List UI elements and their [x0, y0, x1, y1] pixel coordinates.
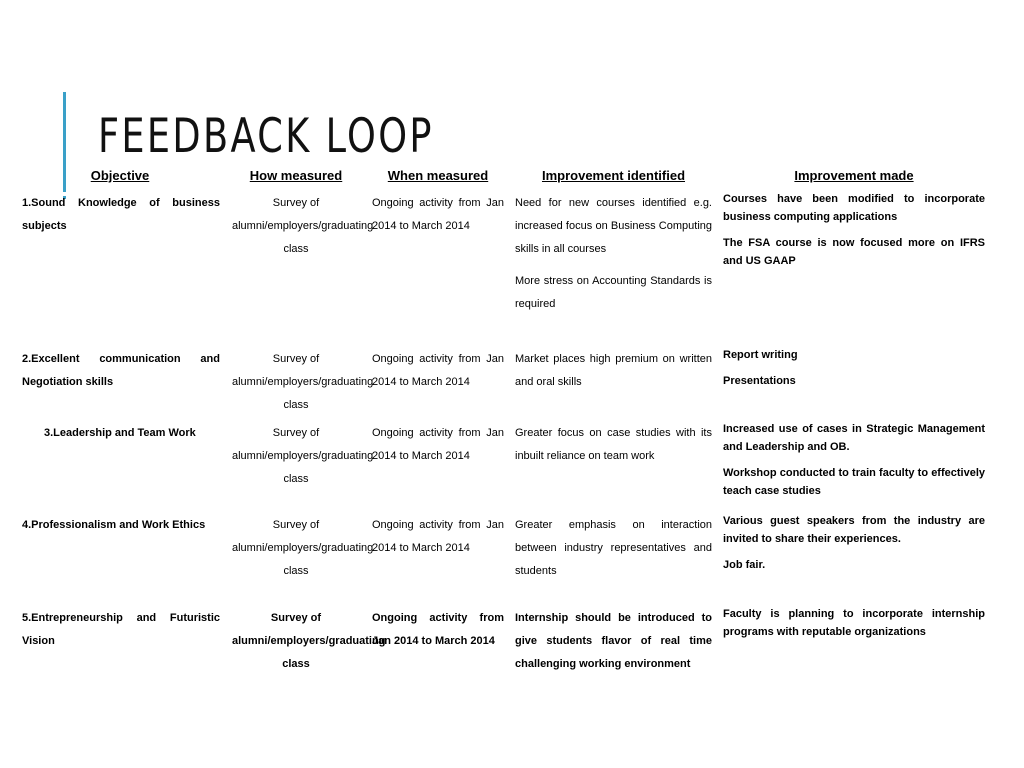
row2-made-1: Report writing — [723, 349, 798, 361]
row4-made-2: Job fair. — [723, 559, 766, 571]
row5-objective: 5.Entrepreneurship and Futuristic Vision — [22, 612, 220, 647]
row3-identified-1: Greater focus on case studies with its inbuilt reliance on team work — [515, 427, 712, 462]
row3-made-2: Workshop conducted to train faculty to effectively teach case studies — [723, 467, 985, 497]
row2-objective: 2.Excellent communication and Negotiation skills — [22, 353, 220, 388]
row3-when: Ongoing activity from Jan 2014 to March 2014 — [372, 427, 504, 462]
row1-objective: 1.Sound Knowledge of business subjects — [22, 197, 220, 232]
row2-how: Survey of alumni/employers/graduating class — [232, 353, 374, 411]
row1-identified-1: Need for new courses identified e.g. increased focus on Business Computing skills in all courses — [515, 197, 712, 255]
row5-made-1: Faculty is planning to incorporate internship programs with reputable organizations — [723, 608, 985, 638]
row2-identified-1: Market places high premium on written and oral skills — [515, 353, 712, 388]
row5-when: Ongoing activity from Jan 2014 to March 2014 — [372, 612, 504, 647]
row2-made-2: Presentations — [723, 375, 796, 387]
row1-made-2: The FSA course is now focused more on IFRS and US GAAP — [723, 237, 985, 267]
header-objective: Objective — [90, 168, 150, 183]
row5-identified-1: Internship should be introduced to give students flavor of real time challenging working environment — [515, 612, 712, 670]
row2-when: Ongoing activity from Jan 2014 to March 2014 — [372, 353, 504, 388]
row3-objective: 3.Leadership and Team Work — [44, 427, 196, 439]
row4-how: Survey of alumni/employers/graduating class — [232, 519, 374, 577]
header-how-measured: How measured — [249, 168, 343, 183]
header-improvement-identified: Improvement identified — [541, 168, 686, 183]
row1-identified-2: More stress on Accounting Standards is required — [515, 275, 712, 310]
page-title: FEEDBACK LOOP — [98, 109, 434, 164]
header-when-measured: When measured — [387, 168, 489, 183]
row3-how: Survey of alumni/employers/graduating class — [232, 427, 374, 485]
row4-identified-1: Greater emphasis on interaction between industry representatives and students — [515, 519, 712, 577]
row1-how: Survey of alumni/employers/graduating class — [232, 197, 374, 255]
row4-made-1: Various guest speakers from the industry are invited to share their experiences. — [723, 515, 985, 545]
row4-when: Ongoing activity from Jan 2014 to March 2014 — [372, 519, 504, 554]
row1-made-1: Courses have been modified to incorporate business computing applications — [723, 193, 985, 223]
row5-how: Survey of alumni/employers/graduating class — [232, 612, 386, 670]
header-improvement-made: Improvement made — [794, 168, 914, 183]
row1-when: Ongoing activity from Jan 2014 to March 2014 — [372, 197, 504, 232]
row4-objective: 4.Professionalism and Work Ethics — [22, 519, 206, 531]
row3-made-1: Increased use of cases in Strategic Management and Leadership and OB. — [723, 423, 985, 453]
